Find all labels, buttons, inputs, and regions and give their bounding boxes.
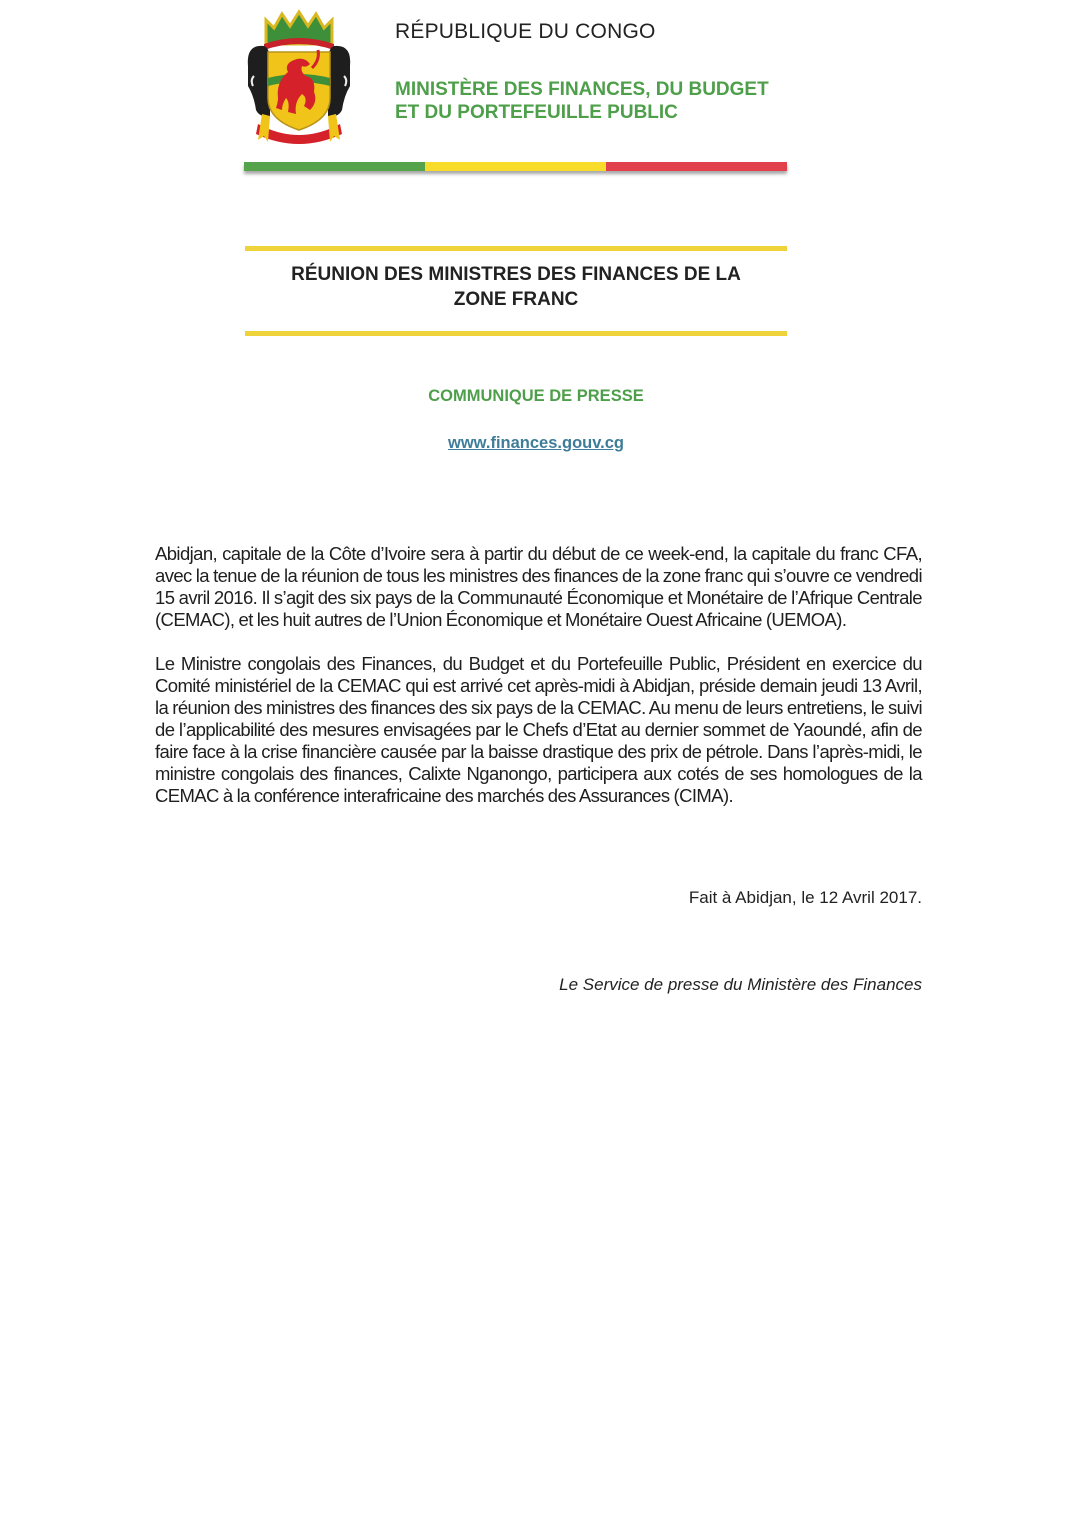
press-release-body xyxy=(155,543,922,829)
coat-of-arms-emblem xyxy=(244,6,354,146)
paragraph-1: Abidjan, capitale de la Côte d’Ivoire sera à partir du début de ce week-end, la capitale du franc CFA, avec la tenue de la réunion de tous les ministres des finances de la zone franc qui s’ouvre ce vendredi 15 avril 2016. Il s’agit des six pays de la Communauté Économique et Monétaire de l’Afrique Centrale (CEMAC), et les huit autres de l’Union Économique et Monétaire Ouest Africaine (UEMOA). xyxy=(155,543,922,630)
signature: Le Service de presse du Ministère des Finances xyxy=(559,975,922,994)
website-link[interactable]: www.finances.gouv.cg xyxy=(447,434,625,452)
communique-heading: COMMUNIQUE DE PRESSE xyxy=(428,387,644,405)
meeting-title-line-1: RÉUNION DES MINISTRES DES FINANCES DE LA xyxy=(291,264,741,285)
title-bottom-divider xyxy=(245,331,787,336)
flag-color-bar xyxy=(244,162,787,171)
ministry-name xyxy=(395,78,769,124)
flag-red-segment xyxy=(606,162,787,171)
title-top-divider xyxy=(245,246,787,251)
flag-yellow-segment xyxy=(425,162,606,171)
place-and-date: Fait à Abidjan, le 12 Avril 2017. xyxy=(688,888,922,907)
meeting-title xyxy=(245,262,787,312)
ministry-line-2: ET DU PORTEFEUILLE PUBLIC xyxy=(395,102,678,123)
paragraph-2: Le Ministre congolais des Finances, du Budget et du Portefeuille Public, Président en exercice du Comité ministériel de la CEMAC qui est arrivé cet après-midi à Abidjan, préside demain jeudi 13 Avril, la réunion des ministres des finances des six pays de la CEMAC. Au menu de leurs entretiens, le suivi de l’applicabilité des mesures envisagées par le Chefs d’Etat au dernier sommet de Yaoundé, afin de faire face à la crise financière causée par la baisse drastique des prix de pétrole. Dans l’après-midi, le ministre congolais des finances, Calixte Nganongo, participera aux cotés de ses homologues de la CEMAC à la conférence interafricaine des marchés des Assurances (CIMA). xyxy=(155,653,922,806)
country-name: RÉPUBLIQUE DU CONGO xyxy=(395,20,656,43)
ministry-line-1: MINISTÈRE DES FINANCES, DU BUDGET xyxy=(395,79,769,100)
meeting-title-line-2: ZONE FRANC xyxy=(453,289,579,310)
flag-green-segment xyxy=(244,162,425,171)
